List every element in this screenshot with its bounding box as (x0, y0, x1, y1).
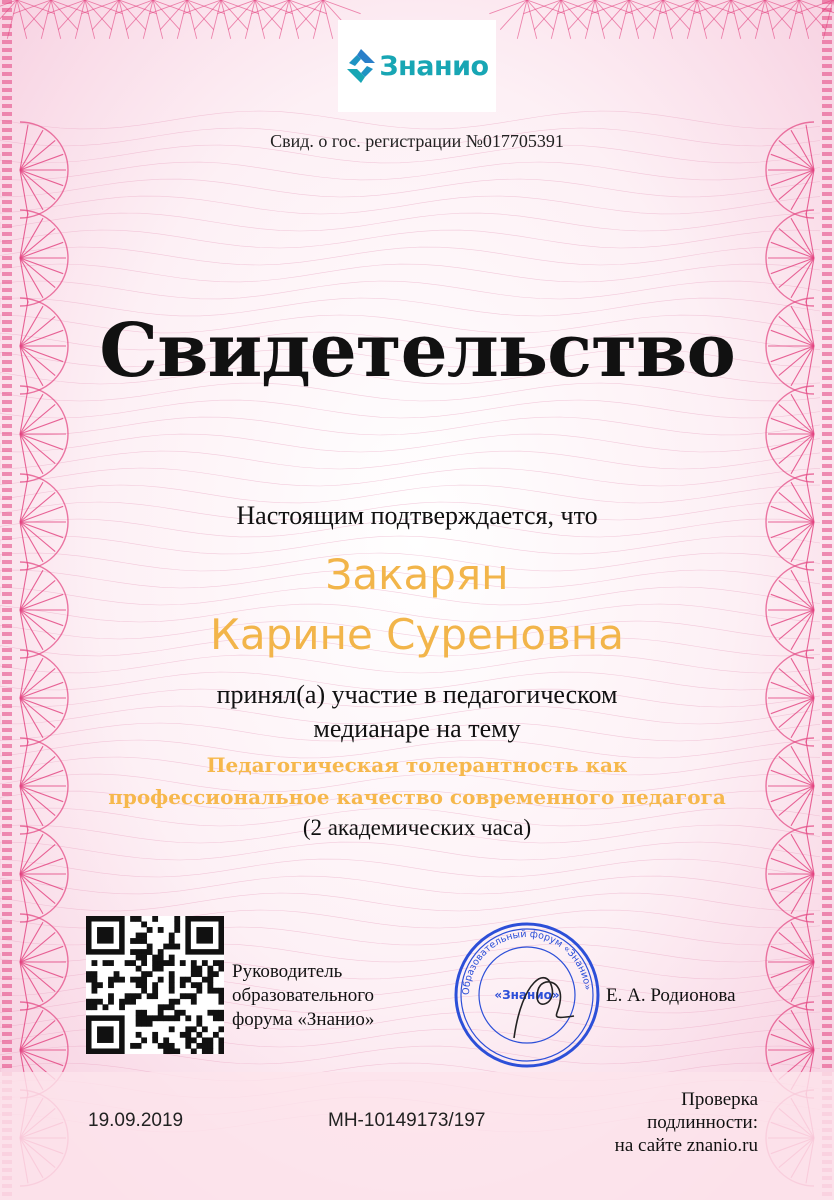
certificate-number: МН-10149173/197 (328, 1110, 486, 1131)
head-label-line2: образовательного (232, 985, 375, 1006)
znanio-logo[interactable] (345, 47, 488, 85)
intro-text: Настоящим подтверждается, что (236, 501, 598, 530)
issue-date: 19.09.2019 (88, 1110, 184, 1131)
verify-link[interactable]: на сайте znanio.ru (614, 1135, 758, 1156)
recipient-given-names: Карине Суреновна (210, 610, 624, 659)
logo-wordmark: Знанио (379, 50, 489, 82)
qr-code-icon (86, 916, 224, 1054)
topic-line2: профессиональное качество современного педагога (108, 785, 726, 809)
logo-panel (338, 20, 496, 112)
topic-line1: Педагогическая толерантность как (206, 753, 628, 777)
official-seal (452, 920, 602, 1070)
academic-hours: (2 академических часа) (302, 815, 532, 840)
participation-text-line2: медианаре на тему (313, 714, 521, 743)
head-signature-label (232, 960, 374, 1032)
head-label-line1: Руководитель (232, 961, 343, 982)
svg-text:Образовательный форум «Знанио» (461, 929, 593, 995)
znanio-logo-icon (345, 47, 377, 85)
certificate-title: Свидетельство (99, 308, 735, 394)
handwritten-signature (514, 978, 574, 1038)
seal-ring-text: Образовательный форум «Знанио» (460, 928, 593, 996)
verify-line1: Проверка (681, 1089, 758, 1110)
head-label-line3: форума «Знанио» (232, 1009, 375, 1030)
verify-line2: подлинности: (647, 1112, 758, 1133)
qr-code[interactable] (86, 916, 224, 1054)
signer-name: Е. А. Родионова (606, 985, 736, 1006)
registration-number: Свид. о гос. регистрации №017705391 (270, 131, 564, 151)
verification-note (615, 1088, 758, 1157)
seal-center-text: «Знанио» (494, 988, 560, 1002)
participation-text-line1: принял(а) участие в педагогическом (216, 680, 618, 709)
recipient-surname: Закарян (325, 550, 509, 599)
